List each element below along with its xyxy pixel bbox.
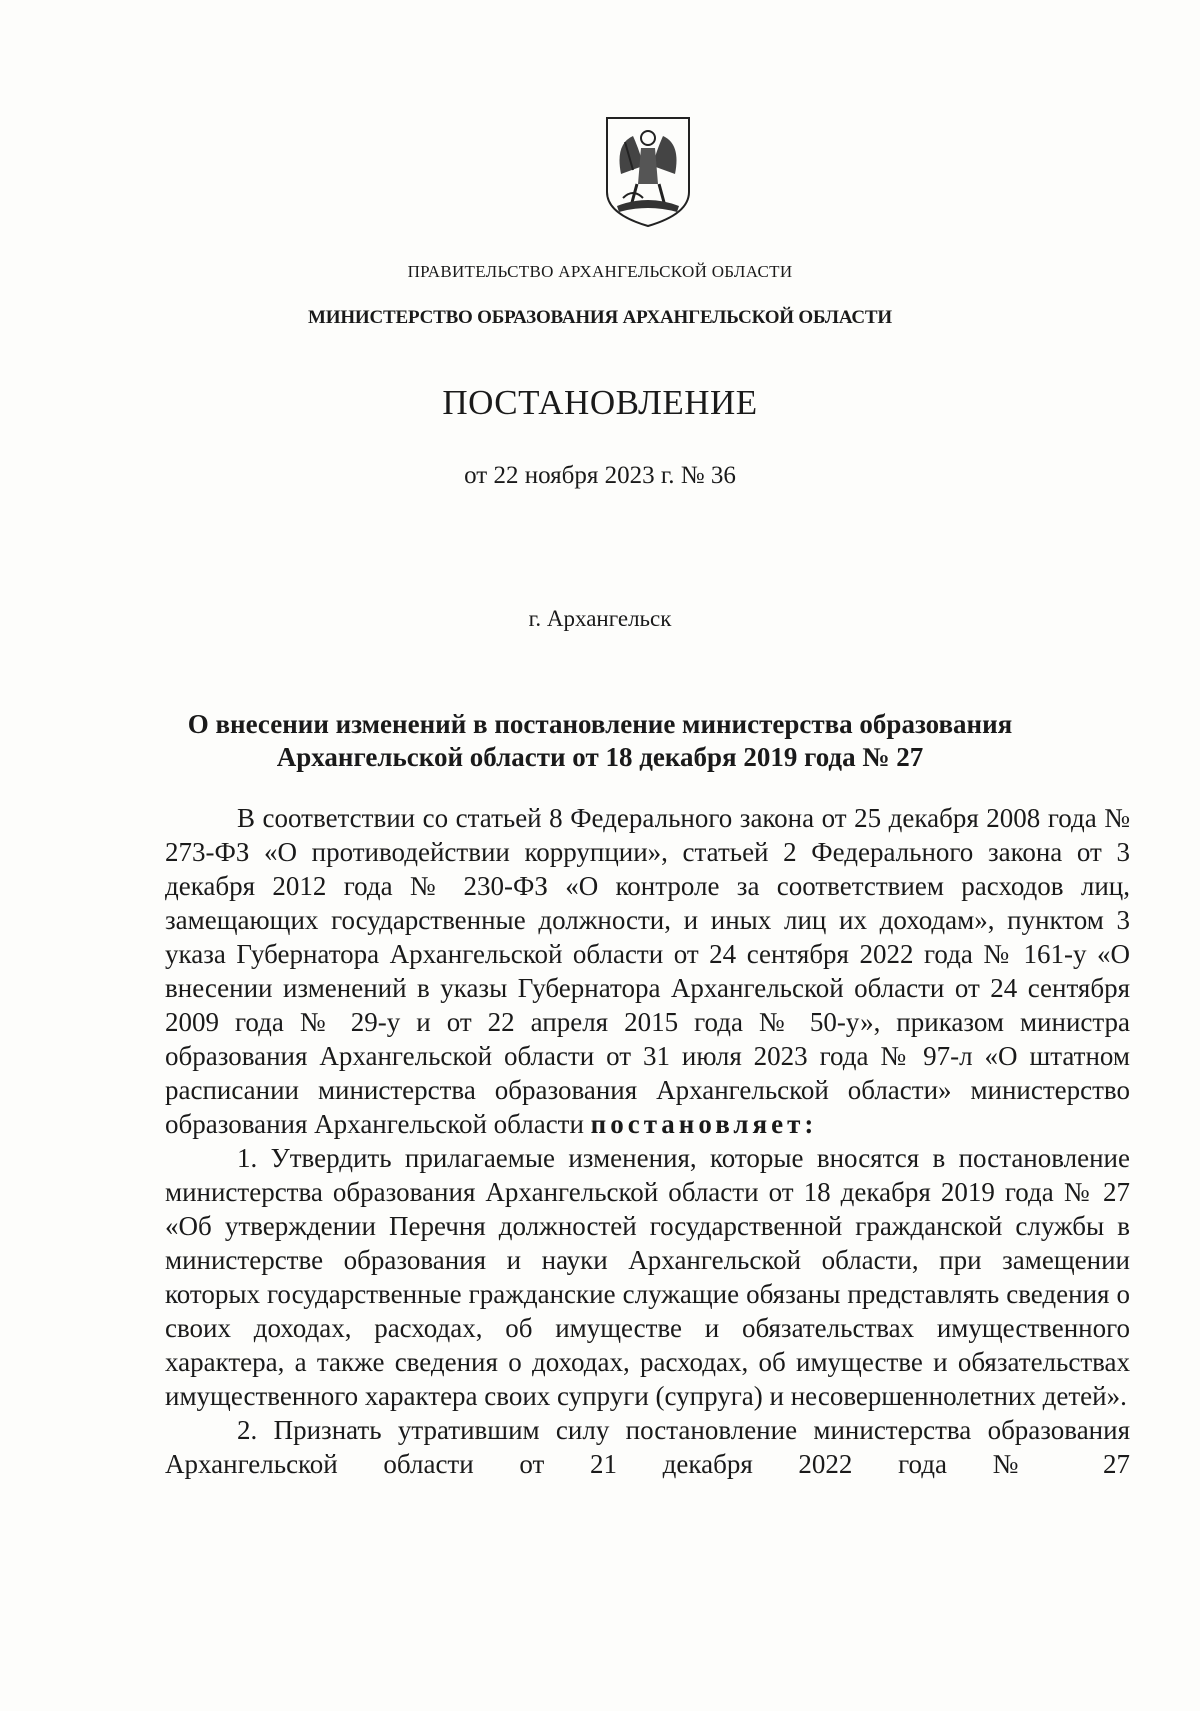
title-line-1: О внесении изменений в постановление министерства образования (187, 709, 1013, 739)
document-city: г. Архангельск (528, 606, 672, 631)
document-type: ПОСТАНОВЛЕНИЕ (442, 383, 758, 422)
preamble-text: В соответствии со статьей 8 Федерального закона от 25 декабря 2008 года № 273-ФЗ «О противодействии коррупции», статьей 2 Федерального закона от 3 декабря 2012 года № 230-ФЗ «О контроле за соответствием расходов лиц, замещающих государственные должности, и иных лиц их доходам», пунктом 3 указа Губернатора Архангельской области от 24 сентября 2022 года № 161-у «О внесении изменений в указы Губернатора Архангельской области от 24 сентября 2009 года № 29-у и от 22 апреля 2015 года № 50-у», приказом министра образования Архангельской области от 31 июля 2023 года № 97-л «О штатном расписании министерства образования Архангельской области» министерство образования Архангельской области (165, 803, 1130, 1139)
ministry-name: МИНИСТЕРСТВО ОБРАЗОВАНИЯ АРХАНГЕЛЬСКОЙ ОБЛАСТИ (308, 307, 892, 328)
title-line-2: Архангельской области от 18 декабря 2019 года № 27 (276, 742, 924, 772)
coat-of-arms-emblem-icon (603, 114, 693, 228)
document-body (165, 801, 1130, 1481)
document-date-number: от 22 ноября 2023 г. № 36 (464, 462, 736, 489)
decree-word: постановляет: (590, 1109, 818, 1139)
government-name: ПРАВИТЕЛЬСТВО АРХАНГЕЛЬСКОЙ ОБЛАСТИ (407, 262, 793, 281)
document-title (0, 708, 1200, 774)
item-2-paragraph: 2. Признать утратившим силу постановление министерства образования Архангельской области от 21 декабря 2022 года № 27 (165, 1415, 1130, 1479)
preamble-paragraph (165, 801, 1130, 1141)
item-1-paragraph: 1. Утвердить прилагаемые изменения, которые вносятся в постановление министерства образования Архангельской области от 18 декабря 2019 года № 27 «Об утверждении Перечня должностей государственной гражданской службы в министерстве образования и науки Архангельской области, при замещении которых государственные гражданские служащие обязаны представлять сведения о своих доходах, расходах, об имуществе и обязательствах имущественного характера, а также сведения о доходах, расходах, об имуществе и обязательствах имущественного характера своих супруги (супруга) и несовершеннолетних детей». (165, 1143, 1130, 1411)
